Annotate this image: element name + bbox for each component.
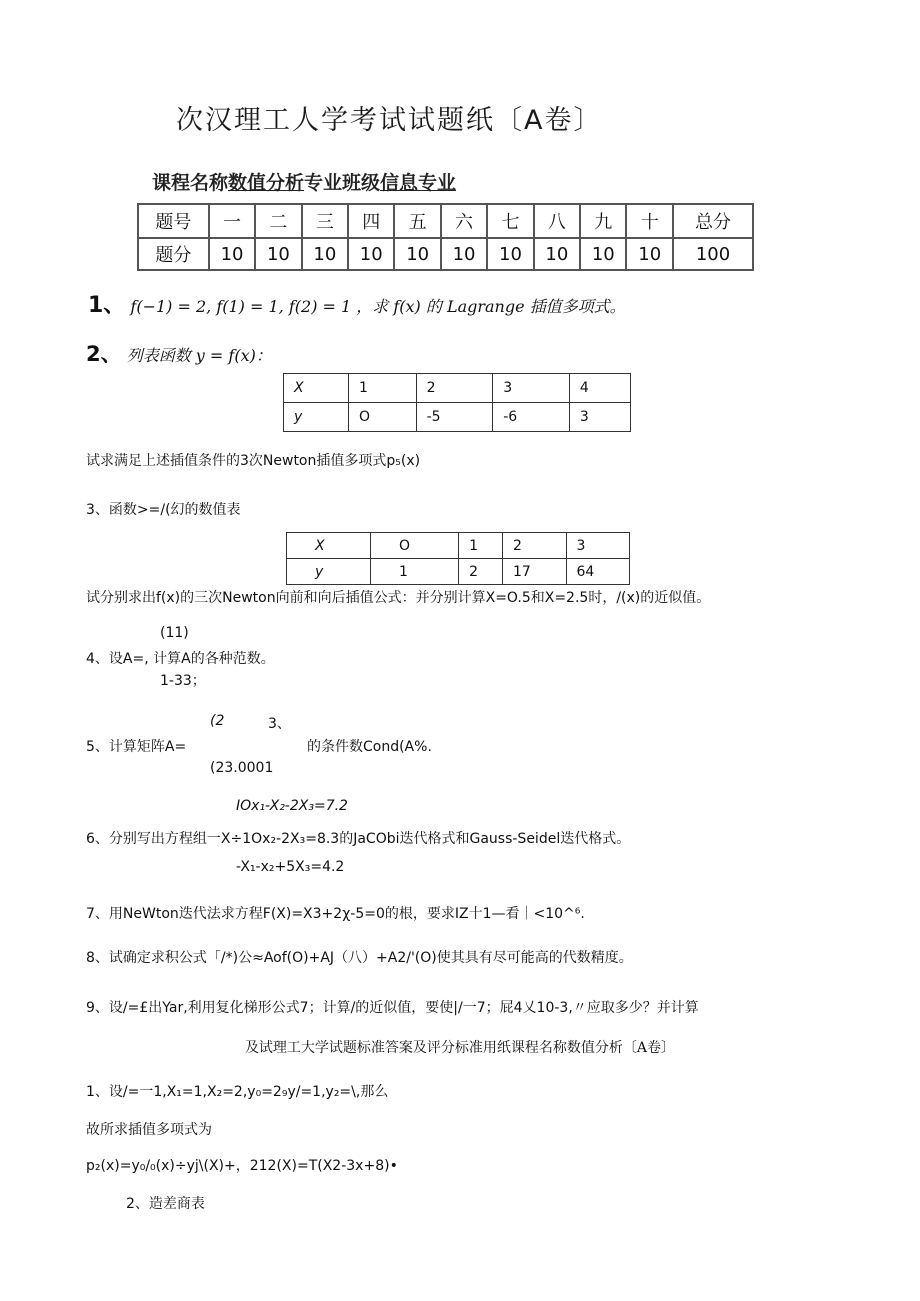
table-cell: 10	[394, 238, 440, 270]
major-name: 信息专业	[380, 172, 457, 194]
table-row	[284, 374, 631, 403]
course-line	[152, 168, 456, 195]
table-cell: 2	[503, 533, 566, 559]
table-cell: 三	[302, 204, 348, 238]
q4-matrix-bottom: 1-33；	[160, 673, 206, 689]
table-cell: -6	[493, 403, 570, 432]
question-8: 8、试确定求积公式「/*)公≈Aof(O)+AJ（八）+A2/'(O)使其具有尽可能高的代数精度。	[86, 950, 633, 966]
table-cell: 3	[493, 374, 570, 403]
table-cell: 六	[441, 204, 487, 238]
question-7: 7、用NeWton迭代法求方程F(X)=X3+2χ-5=0的根，要求IZ十1—看｜<10^⁶.	[86, 906, 585, 922]
class-label: 专业班级	[304, 172, 381, 194]
table-cell: X	[287, 533, 371, 559]
answer-line: 故所求插值多项式为	[86, 1122, 212, 1138]
table-cell: 100	[673, 238, 753, 270]
table-cell: 2	[416, 374, 493, 403]
q2-prompt: 试求满足上述插值条件的3次Newton插值多项式p₅(x)	[86, 453, 421, 469]
table-cell: 10	[348, 238, 394, 270]
q3-prompt: 试分别求出f(x)的三次Newton向前和向后插值公式：并分别计算X=O.5和X=2.5时，/(x)的近似值。	[86, 590, 711, 606]
table-cell: 10	[441, 238, 487, 270]
question-text: f(−1) = 2, f(1) = 1, f(2) = 1 ，求 f(x) 的 Lagrange 插值多项式。	[130, 297, 626, 316]
q3-value-table	[286, 532, 630, 585]
table-cell: 题分	[138, 238, 209, 270]
table-cell: -5	[416, 403, 493, 432]
table-cell: y	[284, 403, 349, 432]
table-cell: 10	[487, 238, 533, 270]
table-cell: 10	[580, 238, 626, 270]
question-5: 5、计算矩阵A=	[86, 739, 187, 755]
table-cell: 4	[569, 374, 630, 403]
question-1	[88, 288, 626, 319]
table-cell: 七	[487, 204, 533, 238]
table-cell: 10	[302, 238, 348, 270]
question-5-tail: 的条件数Cond(A%.	[307, 739, 432, 755]
answer-1: 1、设/=一1,X₁=1,X₂=2,y₀=2₉y/=1,y₂=\,那么	[86, 1084, 389, 1100]
table-cell: 17	[503, 559, 566, 585]
score-table	[137, 203, 754, 271]
table-cell: 2	[459, 559, 503, 585]
table-cell: 九	[580, 204, 626, 238]
question-number: 1、	[88, 293, 126, 318]
table-cell: 十	[626, 204, 673, 238]
page-title: 次汉理工人学考试试题纸〔A卷〕	[176, 105, 603, 136]
question-3: 3、函数>=/(幻的数值表	[86, 502, 241, 518]
table-cell: 10	[534, 238, 580, 270]
q4-matrix-top: (11)	[160, 625, 189, 641]
q5-matrix-top-left: (2	[210, 713, 225, 729]
question-number: 2、	[86, 342, 122, 366]
q5-matrix-bottom: (23.0001	[210, 760, 274, 776]
table-cell: y	[287, 559, 371, 585]
question-9: 9、设/=£出Yar,利用复化梯形公式7；计算/的近似值，要使|/一7；屁4乂10-3,〃应取多少？并计算	[86, 1000, 699, 1016]
table-cell: 10	[626, 238, 673, 270]
table-cell: 64	[566, 559, 630, 585]
table-cell: 五	[394, 204, 440, 238]
table-cell: O	[349, 403, 417, 432]
table-cell: 1	[371, 559, 459, 585]
question-2	[86, 338, 272, 368]
answer-formula: p₂(x)=y₀/₀(x)÷yj\(X)+，212(X)=T(X2-3x+8)•	[86, 1158, 398, 1174]
q6-equation-1: IOx₁-X₂-2X₃=7.2	[236, 798, 348, 814]
table-cell: 总分	[673, 204, 753, 238]
q2-value-table	[283, 373, 631, 432]
q6-equation-3: -X₁-x₂+5X₃=4.2	[236, 859, 345, 875]
table-cell: O	[371, 533, 459, 559]
table-cell: 四	[348, 204, 394, 238]
question-6: 6、分别写出方程组一X÷1Ox₂-2X₃=8.3的JaCObi迭代格式和Gauss-Seidel迭代格式。	[86, 831, 631, 847]
course-label: 课程名称	[152, 172, 229, 194]
table-cell: 3	[569, 403, 630, 432]
table-cell: 题号	[138, 204, 209, 238]
table-cell: 八	[534, 204, 580, 238]
question-text: 列表函数 y = f(x)：	[126, 346, 272, 365]
table-cell: 一	[209, 204, 255, 238]
table-cell: 1	[349, 374, 417, 403]
answer-header: 及试理工大学试题标准答案及评分标准用纸课程名称数值分析〔A卷〕	[244, 1040, 676, 1056]
table-cell: 10	[255, 238, 301, 270]
score-table-score-row	[138, 238, 753, 270]
answer-2: 2、造差商表	[126, 1196, 205, 1212]
score-table-header-row	[138, 204, 753, 238]
question-4: 4、设A=, 计算A的各种范数。	[86, 651, 275, 667]
table-cell: 二	[255, 204, 301, 238]
table-row	[287, 559, 630, 585]
table-row	[287, 533, 630, 559]
table-row	[284, 403, 631, 432]
table-cell: X	[284, 374, 349, 403]
table-cell: 1	[459, 533, 503, 559]
q5-matrix-top-right: 3、	[268, 716, 291, 732]
table-cell: 3	[566, 533, 630, 559]
table-cell: 10	[209, 238, 255, 270]
course-name: 数值分析	[228, 172, 305, 194]
